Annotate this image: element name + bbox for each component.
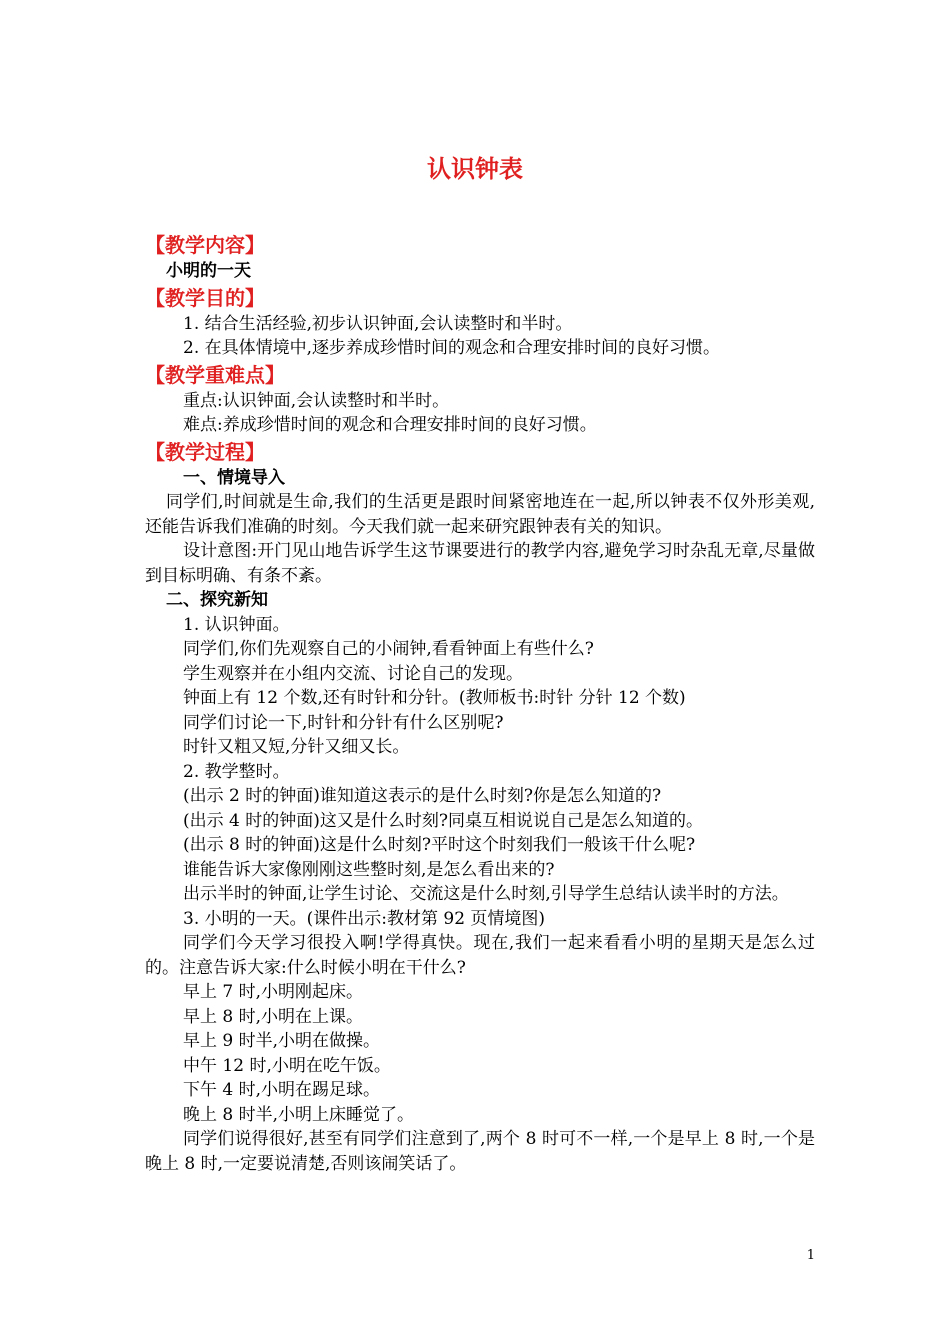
schedule-line: 中午 12 时,小明在吃午饭。 xyxy=(183,1055,391,1076)
design-intent-paragraph: 设计意图:开门见山地告诉学生这节课要进行的教学内容,避免学习时杂乱无章,尽量做到目标明确、有条不紊。 xyxy=(145,541,815,586)
text-line: 同学们,你们先观察自己的小闹钟,看看钟面上有些什么? xyxy=(183,639,594,659)
content-text: 小明的一天 xyxy=(166,261,251,281)
text-line: 学生观察并在小组内交流、讨论自己的发现。 xyxy=(183,663,523,684)
text-line: (出示 4 时的钟面)这又是什么时刻?同桌互相说说自己是怎么知道的。 xyxy=(183,810,704,831)
goals-heading: 【教学目的】 xyxy=(145,285,265,310)
text-line: 2. 教学整时。 xyxy=(183,761,290,782)
schedule-line: 下午 4 时,小明在踢足球。 xyxy=(183,1080,381,1100)
text-line: 钟面上有 12 个数,还有时针和分针。(教师板书:时针 分针 12 个数) xyxy=(183,688,686,708)
goal-item: 1. 结合生活经验,初步认识钟面,会认读整时和半时。 xyxy=(183,313,573,334)
text-line: 时针又粗又短,分针又细又长。 xyxy=(183,737,410,757)
section2-heading: 二、探究新知 xyxy=(166,590,268,610)
process-heading: 【教学过程】 xyxy=(145,439,265,464)
keypoints-heading: 【教学重难点】 xyxy=(145,362,285,387)
text-line: 谁能告诉大家像刚刚这些整时刻,是怎么看出来的? xyxy=(183,859,555,880)
content-heading: 【教学内容】 xyxy=(145,233,265,257)
text-line: (出示 8 时的钟面)这是什么时刻?平时这个时刻我们一般该干什么呢? xyxy=(183,835,696,855)
page-number: 1 xyxy=(806,1248,815,1263)
schedule-line: 晚上 8 时半,小明上床睡觉了。 xyxy=(183,1104,415,1125)
keypoint-item: 难点:养成珍惜时间的观念和合理安排时间的良好习惯。 xyxy=(183,415,597,435)
schedule-line: 早上 8 时,小明在上课。 xyxy=(183,1006,364,1027)
schedule-line: 早上 9 时半,小明在做操。 xyxy=(183,1031,381,1051)
section1-heading: 一、情境导入 xyxy=(183,467,285,488)
closing-paragraph: 同学们说得很好,甚至有同学们注意到了,两个 8 时可不一样,一个是早上 8 时,一个是晚上 8 时,一定要说清楚,否则该闹笑话了。 xyxy=(145,1129,815,1174)
text-line: 1. 认识钟面。 xyxy=(183,614,290,635)
document-body xyxy=(145,231,815,1176)
goal-item: 2. 在具体情境中,逐步养成珍惜时间的观念和合理安排时间的良好习惯。 xyxy=(183,338,721,358)
keypoint-item: 重点:认识钟面,会认读整时和半时。 xyxy=(183,390,450,411)
text-line: (出示 2 时的钟面)谁知道这表示的是什么时刻?你是怎么知道的? xyxy=(183,786,662,806)
document-title: 认识钟表 xyxy=(427,154,523,183)
section1-paragraph: 同学们,时间就是生命,我们的生活更是跟时间紧密地连在一起,所以钟表不仅外形美观,还能告诉我们准确的时刻。今天我们就一起来研究跟钟表有关的知识。 xyxy=(145,492,815,537)
text-line: 同学们讨论一下,时针和分针有什么区别呢? xyxy=(183,712,504,733)
text-line: 3. 小明的一天。(课件出示:教材第 92 页情境图) xyxy=(183,908,546,929)
schedule-line: 早上 7 时,小明刚起床。 xyxy=(183,982,364,1002)
praise-paragraph: 同学们今天学习很投入啊!学得真快。现在,我们一起来看看小明的星期天是怎么过的。注意告诉大家:什么时候小明在干什么? xyxy=(145,933,815,978)
half-hour-paragraph: 出示半时的钟面,让学生讨论、交流这是什么时刻,引导学生总结认读半时的方法。 xyxy=(183,884,789,904)
